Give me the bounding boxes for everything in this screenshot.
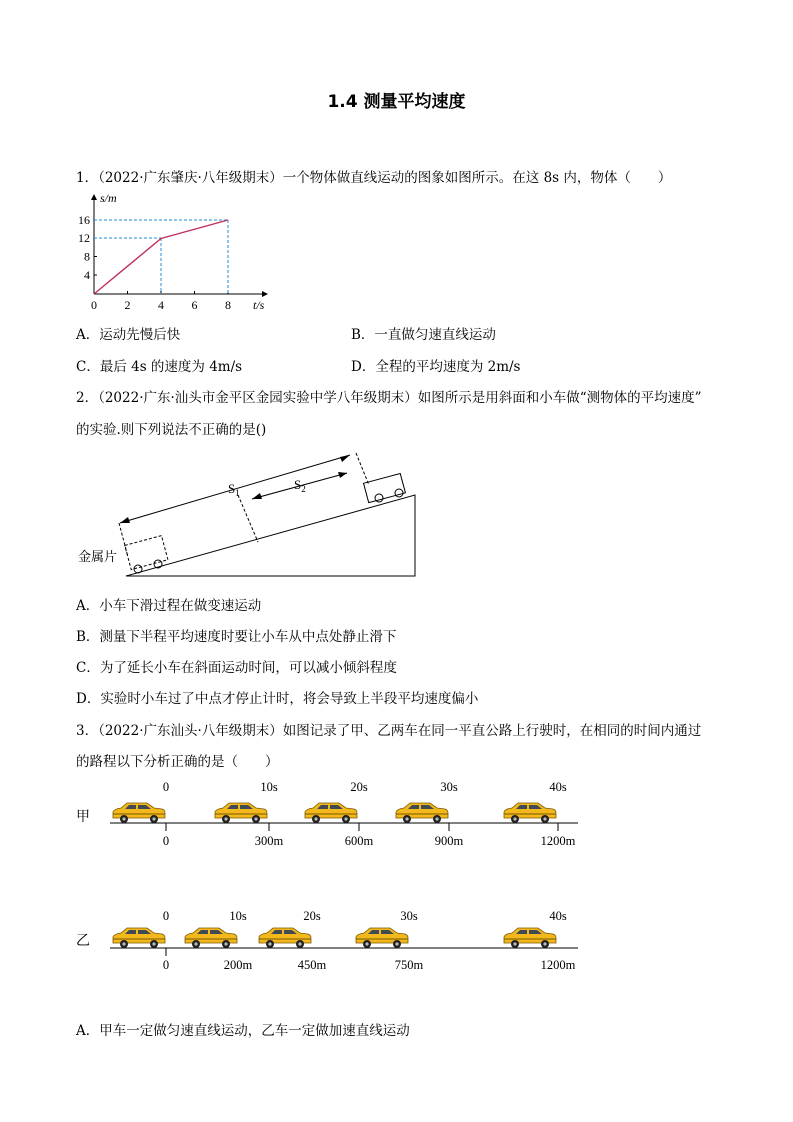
s2-arrow-head-left (252, 493, 262, 499)
question-2-stem-line-2: 的实验.则下列说法不正确的是() (76, 422, 267, 438)
cart-top (364, 473, 406, 502)
distance-label: 750m (394, 958, 424, 972)
distance-label: 200m (223, 958, 253, 972)
row-yi-label: 乙 (76, 933, 90, 949)
q2-option-c[interactable]: C．为了延长小车在斜面运动时间，可以减小倾斜程度 (76, 660, 397, 676)
car-motion-diagram (76, 775, 596, 975)
time-label: 0 (162, 780, 170, 794)
x-axis-arrow (262, 291, 268, 297)
time-label: 10s (229, 909, 247, 923)
marker-middle (238, 495, 258, 542)
x-tick-label: 0 (91, 298, 97, 312)
time-label: 40s (549, 909, 567, 923)
q1-option-b[interactable]: B．一直做匀速直线运动 (351, 327, 496, 343)
time-label: 30s (440, 780, 458, 794)
s1-arrow-head-left (120, 517, 130, 523)
distance-label: 900m (434, 834, 464, 848)
y-tick-label: 16 (78, 213, 90, 227)
y-tick-label: 4 (84, 268, 90, 282)
car-icon (259, 928, 311, 948)
time-label: 20s (350, 780, 368, 794)
car-icon (504, 803, 556, 823)
y-axis-arrow (91, 194, 97, 200)
car-icon (185, 928, 237, 948)
car-icon (396, 803, 448, 823)
time-label: 20s (303, 909, 321, 923)
distance-label: 1200m (540, 834, 576, 848)
time-label: 0 (162, 909, 170, 923)
x-tick-label: 6 (191, 298, 198, 312)
question-1-stem: 1．（2022·广东肇庆·八年级期末）一个物体做直线运动的图象如图所示。在这 8s 内，物体（ ） (76, 170, 672, 186)
question-3-stem-line-1: 3．（2022·广东汕头·八年级期末）如图记录了甲、乙两车在同一平直公路上行驶时，在相同的时间内通过 (76, 723, 702, 739)
marker-top (356, 453, 369, 485)
question-3-stem-line-2: 的路程以下分析正确的是（ ） (76, 754, 279, 770)
cart-top-wheel (375, 494, 383, 502)
page-title: 1.4 测量平均速度 (327, 92, 466, 112)
question-2-stem-line-1: 2．（2022·广东·汕头市金平区金园实验中学八年级期末）如图所示是用斜面和小车做“测物体的平均速度” (76, 390, 702, 406)
x-tick-label: 8 (225, 298, 231, 312)
q1-st-graph (80, 190, 280, 315)
car-icon (113, 928, 165, 948)
distance-label: 0 (162, 834, 170, 848)
st-data-line (94, 220, 228, 294)
y-tick-label: 12 (78, 231, 90, 245)
time-label: 40s (549, 780, 567, 794)
time-label: 30s (400, 909, 418, 923)
q1-option-c[interactable]: C．最后 4s 的速度为 4m/s (76, 359, 243, 375)
q3-option-a[interactable]: A．甲车一定做匀速直线运动，乙车一定做加速直线运动 (76, 1023, 410, 1039)
distance-label: 0 (162, 958, 170, 972)
incline-diagram (76, 445, 421, 585)
car-icon (215, 803, 267, 823)
q2-option-d[interactable]: D．实验时小车过了中点才停止计时，将会导致上半段平均速度偏小 (76, 691, 479, 707)
time-label: 10s (260, 780, 278, 794)
distance-label: 600m (344, 834, 374, 848)
y-tick-label: 8 (84, 249, 90, 264)
s2-label: $S_2$ (294, 477, 306, 494)
distance-label: 300m (254, 834, 284, 848)
y-axis-label: s/m (100, 191, 117, 205)
q2-option-b[interactable]: B．测量下半程平均速度时要让小车从中点处静止滑下 (76, 629, 397, 645)
cart-bottom (125, 536, 168, 570)
car-icon (356, 928, 408, 948)
x-tick-label: 2 (124, 298, 131, 312)
car-icon (504, 928, 556, 948)
x-axis-label: t/s (253, 298, 265, 312)
row-jia-label: 甲 (76, 809, 90, 825)
marker-bottom (119, 523, 128, 557)
cart-top-wheel (395, 489, 403, 497)
s1-label: $S_1$ (228, 481, 240, 498)
car-icon (305, 803, 357, 823)
q1-option-a[interactable]: A．运动先慢后快 (76, 327, 181, 343)
x-tick-label: 4 (158, 298, 164, 312)
distance-label: 1200m (540, 958, 576, 972)
car-icon (113, 803, 165, 823)
s1-arrow-head-right (340, 455, 350, 462)
q2-option-a[interactable]: A．小车下滑过程在做变速运动 (76, 598, 262, 614)
q1-option-d[interactable]: D．全程的平均速度为 2m/s (351, 359, 521, 375)
s2-arrow-head-right (338, 472, 347, 478)
incline-ramp (126, 495, 415, 576)
metal-plate-label: 金属片 (78, 550, 118, 565)
distance-label: 450m (297, 958, 327, 972)
